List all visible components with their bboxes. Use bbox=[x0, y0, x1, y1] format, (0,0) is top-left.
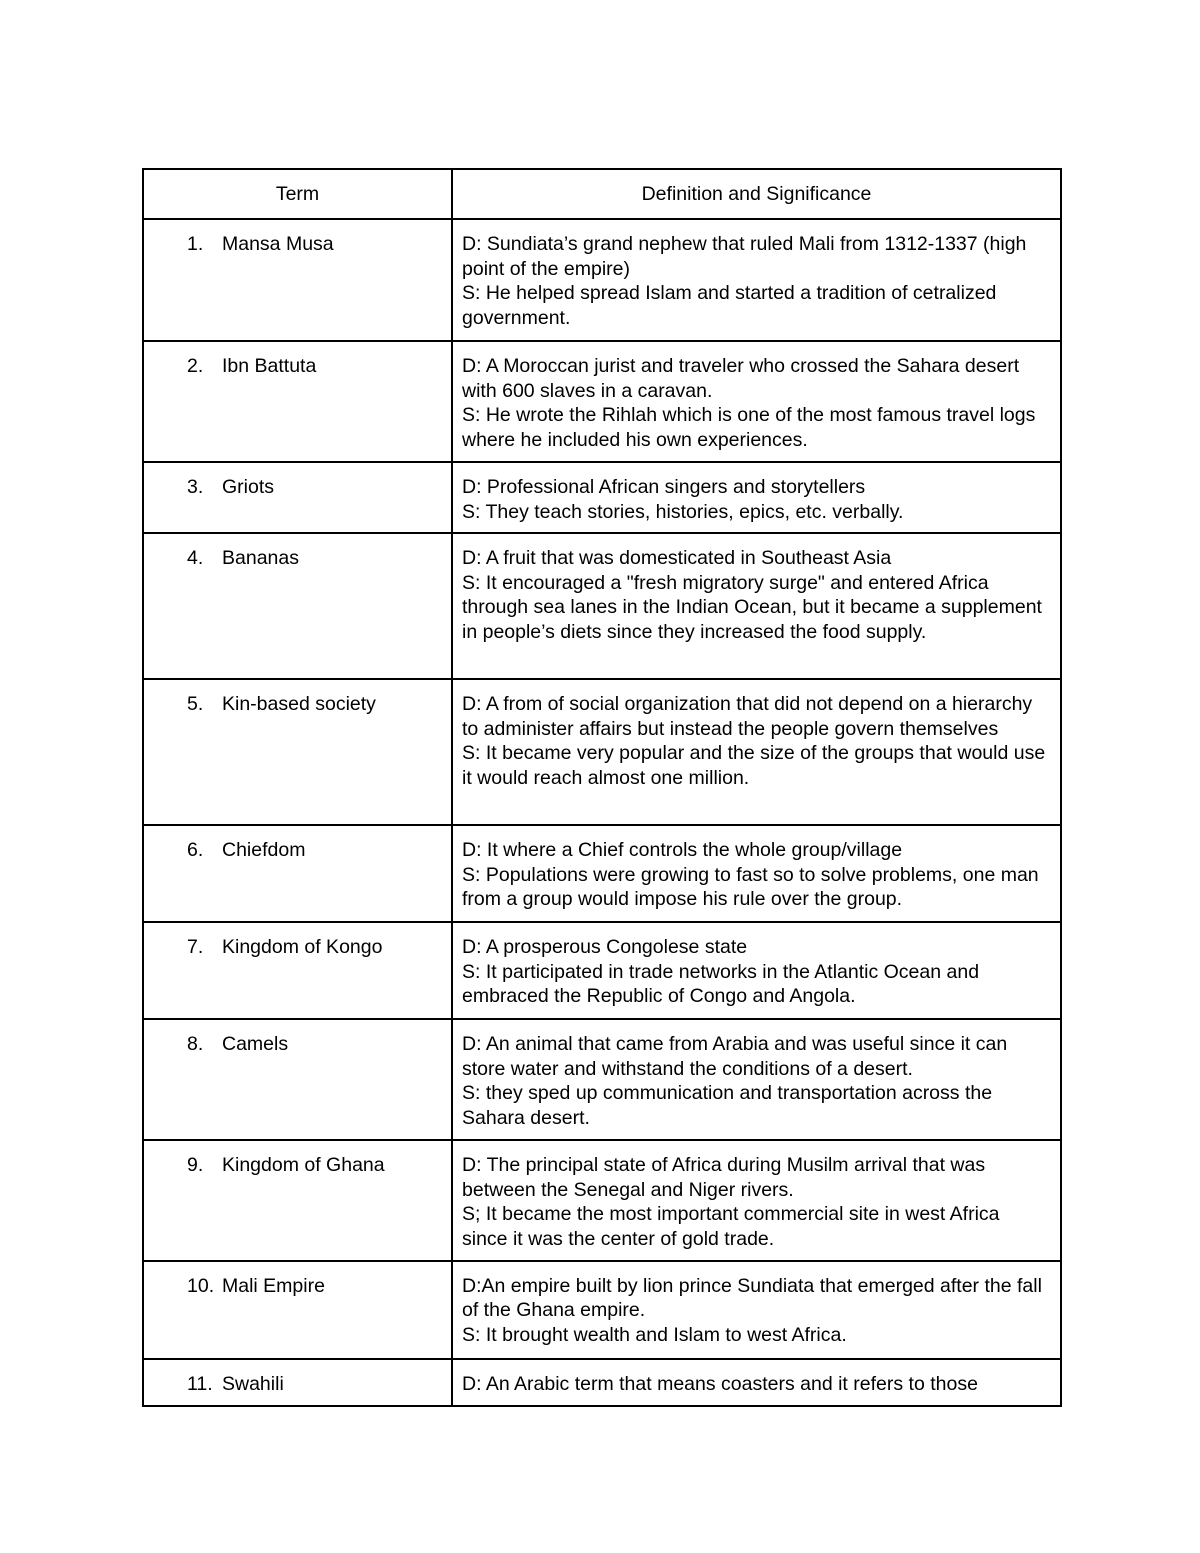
table-row bbox=[143, 679, 1061, 825]
term-cell bbox=[143, 1359, 452, 1406]
term-number: 6. bbox=[187, 839, 204, 862]
table-row bbox=[143, 825, 1061, 922]
table-row bbox=[143, 462, 1061, 533]
table-row bbox=[143, 219, 1061, 341]
term-name: Mansa Musa bbox=[222, 233, 334, 255]
table-row bbox=[143, 1140, 1061, 1260]
term-number: 4. bbox=[187, 547, 204, 570]
term-number: 8. bbox=[187, 1033, 204, 1056]
significance-text: S: He wrote the Rihlah which is one of the most famous travel logs where he included his own experiences. bbox=[462, 404, 1036, 451]
significance-text: S; It became the most important commercial site in west Africa since it was the center of gold trade. bbox=[462, 1203, 1000, 1250]
definition-cell bbox=[452, 462, 1061, 533]
definition-cell bbox=[452, 825, 1061, 922]
definition-text: D: It where a Chief controls the whole group/village bbox=[462, 839, 903, 862]
definition-cell bbox=[452, 341, 1061, 462]
significance-text: S: It encouraged a "fresh migratory surge" and entered Africa through sea lanes in the Indian Ocean, but it became a supplement in people’s diets since they increased the food supply. bbox=[462, 571, 1042, 643]
term-cell bbox=[143, 341, 452, 462]
term-number: 10. bbox=[187, 1274, 215, 1297]
significance-text: S: They teach stories, histories, epics, etc. verbally. bbox=[462, 500, 904, 523]
term-cell bbox=[143, 533, 452, 679]
definition-text: D: The principal state of Africa during Musilm arrival that was between the Senegal and Niger rivers. bbox=[462, 1154, 986, 1201]
table-header-row bbox=[143, 169, 1061, 219]
term-number: 3. bbox=[187, 476, 204, 498]
terms-table bbox=[142, 168, 1062, 1407]
term-number: 2. bbox=[187, 355, 204, 377]
term-name: Kingdom of Kongo bbox=[222, 936, 383, 959]
term-name: Bananas bbox=[222, 547, 299, 570]
definition-text: D: A fruit that was domesticated in Southeast Asia bbox=[462, 547, 892, 570]
definition-text: D: A prosperous Congolese state bbox=[462, 936, 748, 959]
term-number: 7. bbox=[187, 936, 204, 959]
term-cell bbox=[143, 922, 452, 1019]
term-number: 5. bbox=[187, 693, 204, 716]
table-row bbox=[143, 922, 1061, 1019]
table-row bbox=[143, 1261, 1061, 1359]
term-cell bbox=[143, 219, 452, 341]
term-name: Chiefdom bbox=[222, 839, 306, 862]
definition-text: D: Professional African singers and storytellers bbox=[462, 476, 866, 498]
definition-text: D: A from of social organization that did not depend on a hierarchy to administer affairs but instead the people govern themselves bbox=[462, 693, 1033, 740]
table-row bbox=[143, 1359, 1061, 1406]
significance-text: S: It participated in trade networks in the Atlantic Ocean and embraced the Republic of Congo and Angola. bbox=[462, 960, 980, 1008]
table-row bbox=[143, 1019, 1061, 1140]
term-name: Mali Empire bbox=[222, 1274, 325, 1297]
term-number: 11. bbox=[187, 1372, 213, 1395]
header-definition: Definition and Significance bbox=[452, 169, 1061, 219]
definition-text: D: An Arabic term that means coasters and it refers to those bbox=[462, 1372, 978, 1395]
term-cell bbox=[143, 1019, 452, 1140]
table-row bbox=[143, 533, 1061, 679]
definition-text: D: A Moroccan jurist and traveler who crossed the Sahara desert with 600 slaves in a caravan. bbox=[462, 355, 1020, 402]
term-name: Griots bbox=[222, 476, 275, 498]
term-cell bbox=[143, 1140, 452, 1260]
term-name: Kingdom of Ghana bbox=[222, 1154, 385, 1177]
term-name: Ibn Battuta bbox=[222, 355, 317, 377]
definition-cell bbox=[452, 1140, 1061, 1260]
term-number: 9. bbox=[187, 1154, 204, 1177]
definition-cell bbox=[452, 922, 1061, 1019]
term-cell bbox=[143, 462, 452, 533]
definition-cell bbox=[452, 1019, 1061, 1140]
term-name: Swahili bbox=[222, 1372, 284, 1395]
definition-cell bbox=[452, 1261, 1061, 1359]
definition-cell bbox=[452, 1359, 1061, 1406]
definition-text: D: Sundiata’s grand nephew that ruled Mali from 1312-1337 (high point of the empire) bbox=[462, 233, 1027, 280]
definition-cell bbox=[452, 679, 1061, 825]
definition-cell bbox=[452, 219, 1061, 341]
significance-text: S: It became very popular and the size of the groups that would use it would reach almost one million. bbox=[462, 742, 1046, 789]
definition-text: D:An empire built by lion prince Sundiata that emerged after the fall of the Ghana empire. bbox=[462, 1274, 1042, 1322]
term-name: Kin-based society bbox=[222, 693, 376, 716]
significance-text: S: they sped up communication and transportation across the Sahara desert. bbox=[462, 1082, 993, 1129]
term-number: 1. bbox=[187, 233, 204, 255]
significance-text: S: It brought wealth and Islam to west Africa. bbox=[462, 1323, 847, 1346]
term-cell bbox=[143, 679, 452, 825]
definition-cell bbox=[452, 533, 1061, 679]
header-term: Term bbox=[143, 169, 452, 219]
significance-text: S: Populations were growing to fast so to solve problems, one man from a group would impose his rule over the group. bbox=[462, 863, 1039, 911]
table-row bbox=[143, 341, 1061, 462]
term-name: Camels bbox=[222, 1033, 289, 1056]
term-cell bbox=[143, 1261, 452, 1359]
term-cell bbox=[143, 825, 452, 922]
significance-text: S: He helped spread Islam and started a tradition of cetralized government. bbox=[462, 282, 997, 329]
definition-text: D: An animal that came from Arabia and was useful since it can store water and withstand the conditions of a desert. bbox=[462, 1033, 1008, 1080]
